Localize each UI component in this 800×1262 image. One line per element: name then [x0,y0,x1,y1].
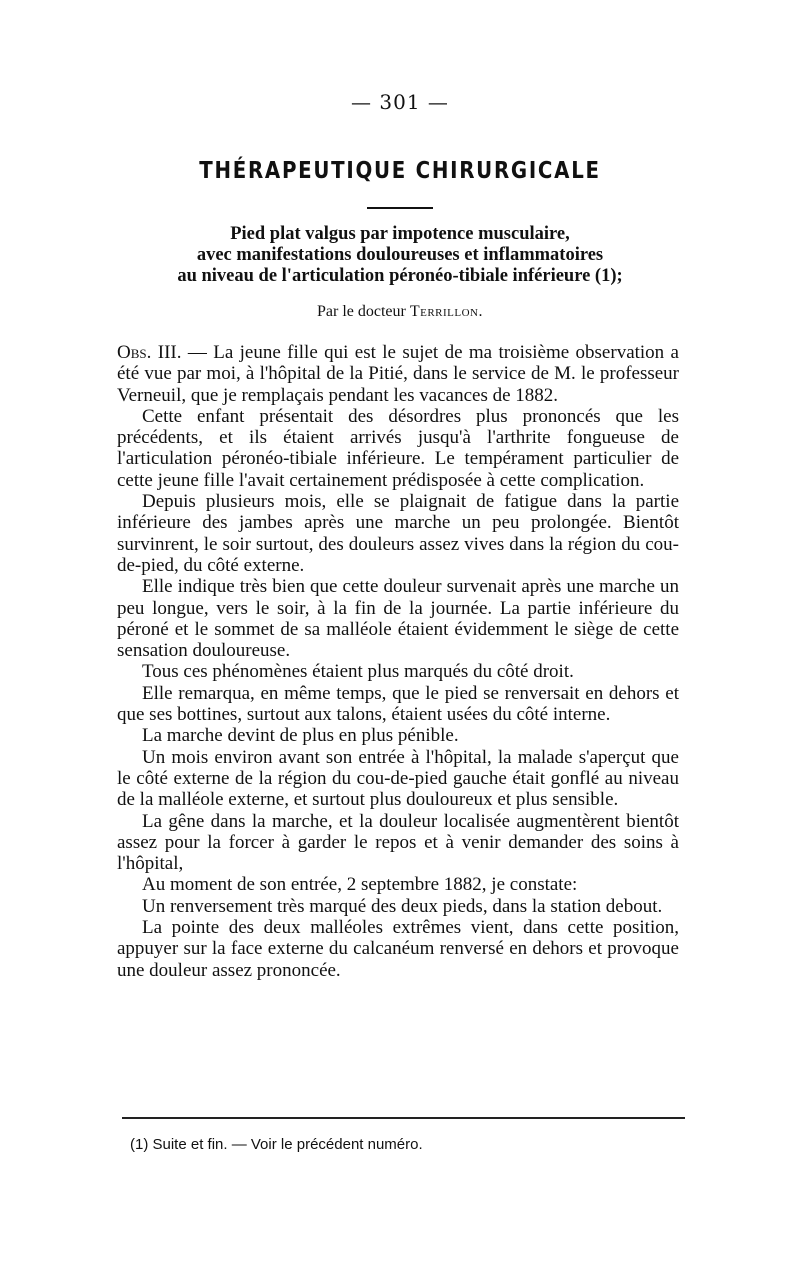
paragraph: Cette enfant présentait des désordres plus prononcés que les précédents, et ils étaient arrivés jusqu'à l'arthrite fongueuse de l'articulation péronéo-tibiale inférieure. Le tempérament particulier de cette jeune fille l'avait certainement prédisposée à cette complication. [117,405,679,491]
article-title-line: Pied plat valgus par impotence musculaire, [230,224,570,244]
paragraph: La marche devint de plus en plus pénible. [142,725,459,747]
paragraph: Tous ces phénomènes étaient plus marqués du côté droit. [142,661,574,683]
paragraph: Au moment de son entrée, 2 septembre 1882, je constate: [142,874,578,896]
paragraph: Un mois environ avant son entrée à l'hôpital, la malade s'aperçut que le côté externe de la région du cou-de-pied gauche était gonflé au niveau de la malléole externe, et surtout plus douloureux et plus sensible. [117,746,679,811]
observation-label: Obs. III. [117,342,182,363]
paragraph: Elle indique très bien que cette douleur survenait après une marche un peu longue, vers le soir, à la fin de la journée. La partie inférieure du péroné et le sommet de sa malléole étaient évidemment le siège de cette sensation douloureuse. [117,576,679,662]
footnote-rule [122,1117,685,1119]
paragraph: La pointe des deux malléoles extrêmes vient, dans cette position, appuyer sur la face externe du calcanéum renversé en dehors et provoque une douleur assez prononcée. [117,917,679,981]
paragraph: Depuis plusieurs mois, elle se plaignait de fatigue dans la partie inférieure des jambes après une marche un peu prolongée. Bientôt survinrent, le soir surtout, des douleurs assez vives dans la région du cou-de-pied, du côté externe. [117,491,679,576]
paragraph: Un renversement très marqué des deux pieds, dans la station debout. [142,895,663,917]
body-text [117,342,679,981]
paragraph: Elle remarqua, en même temps, que le pied se renversait en dehors et que ses bottines, surtout aux talons, étaient usées du côté interne. [117,682,679,726]
paragraph-text: — La jeune fille qui est le sujet de ma troisième observation a été vue par moi, à l'hôpital de la Pitié, dans le service de M. le professeur Verneuil, que je remplaçais pendant les vacances de 1882. [117,342,679,406]
page-number: — 301 — [351,90,449,114]
article-title [100,224,700,287]
title-rule [367,207,433,209]
footnote: (1) Suite et fin. — Voir le précédent numéro. [130,1136,423,1153]
section-title: THÉRAPEUTIQUE CHIRURGICALE [199,158,601,184]
paragraph [117,342,679,406]
paragraph: La gêne dans la marche, et la douleur localisée augmentèrent bientôt assez pour la forcer à garder le repos et à venir demander des soins à l'hôpital, [117,810,679,875]
byline [0,303,800,321]
byline-author: Terrillon. [409,303,483,320]
article-title-line: avec manifestations douloureuses et inflammatoires [196,245,604,265]
byline-prefix: Par le docteur [316,303,406,320]
article-title-line: au niveau de l'articulation péronéo-tibiale inférieure (1); [177,266,623,286]
